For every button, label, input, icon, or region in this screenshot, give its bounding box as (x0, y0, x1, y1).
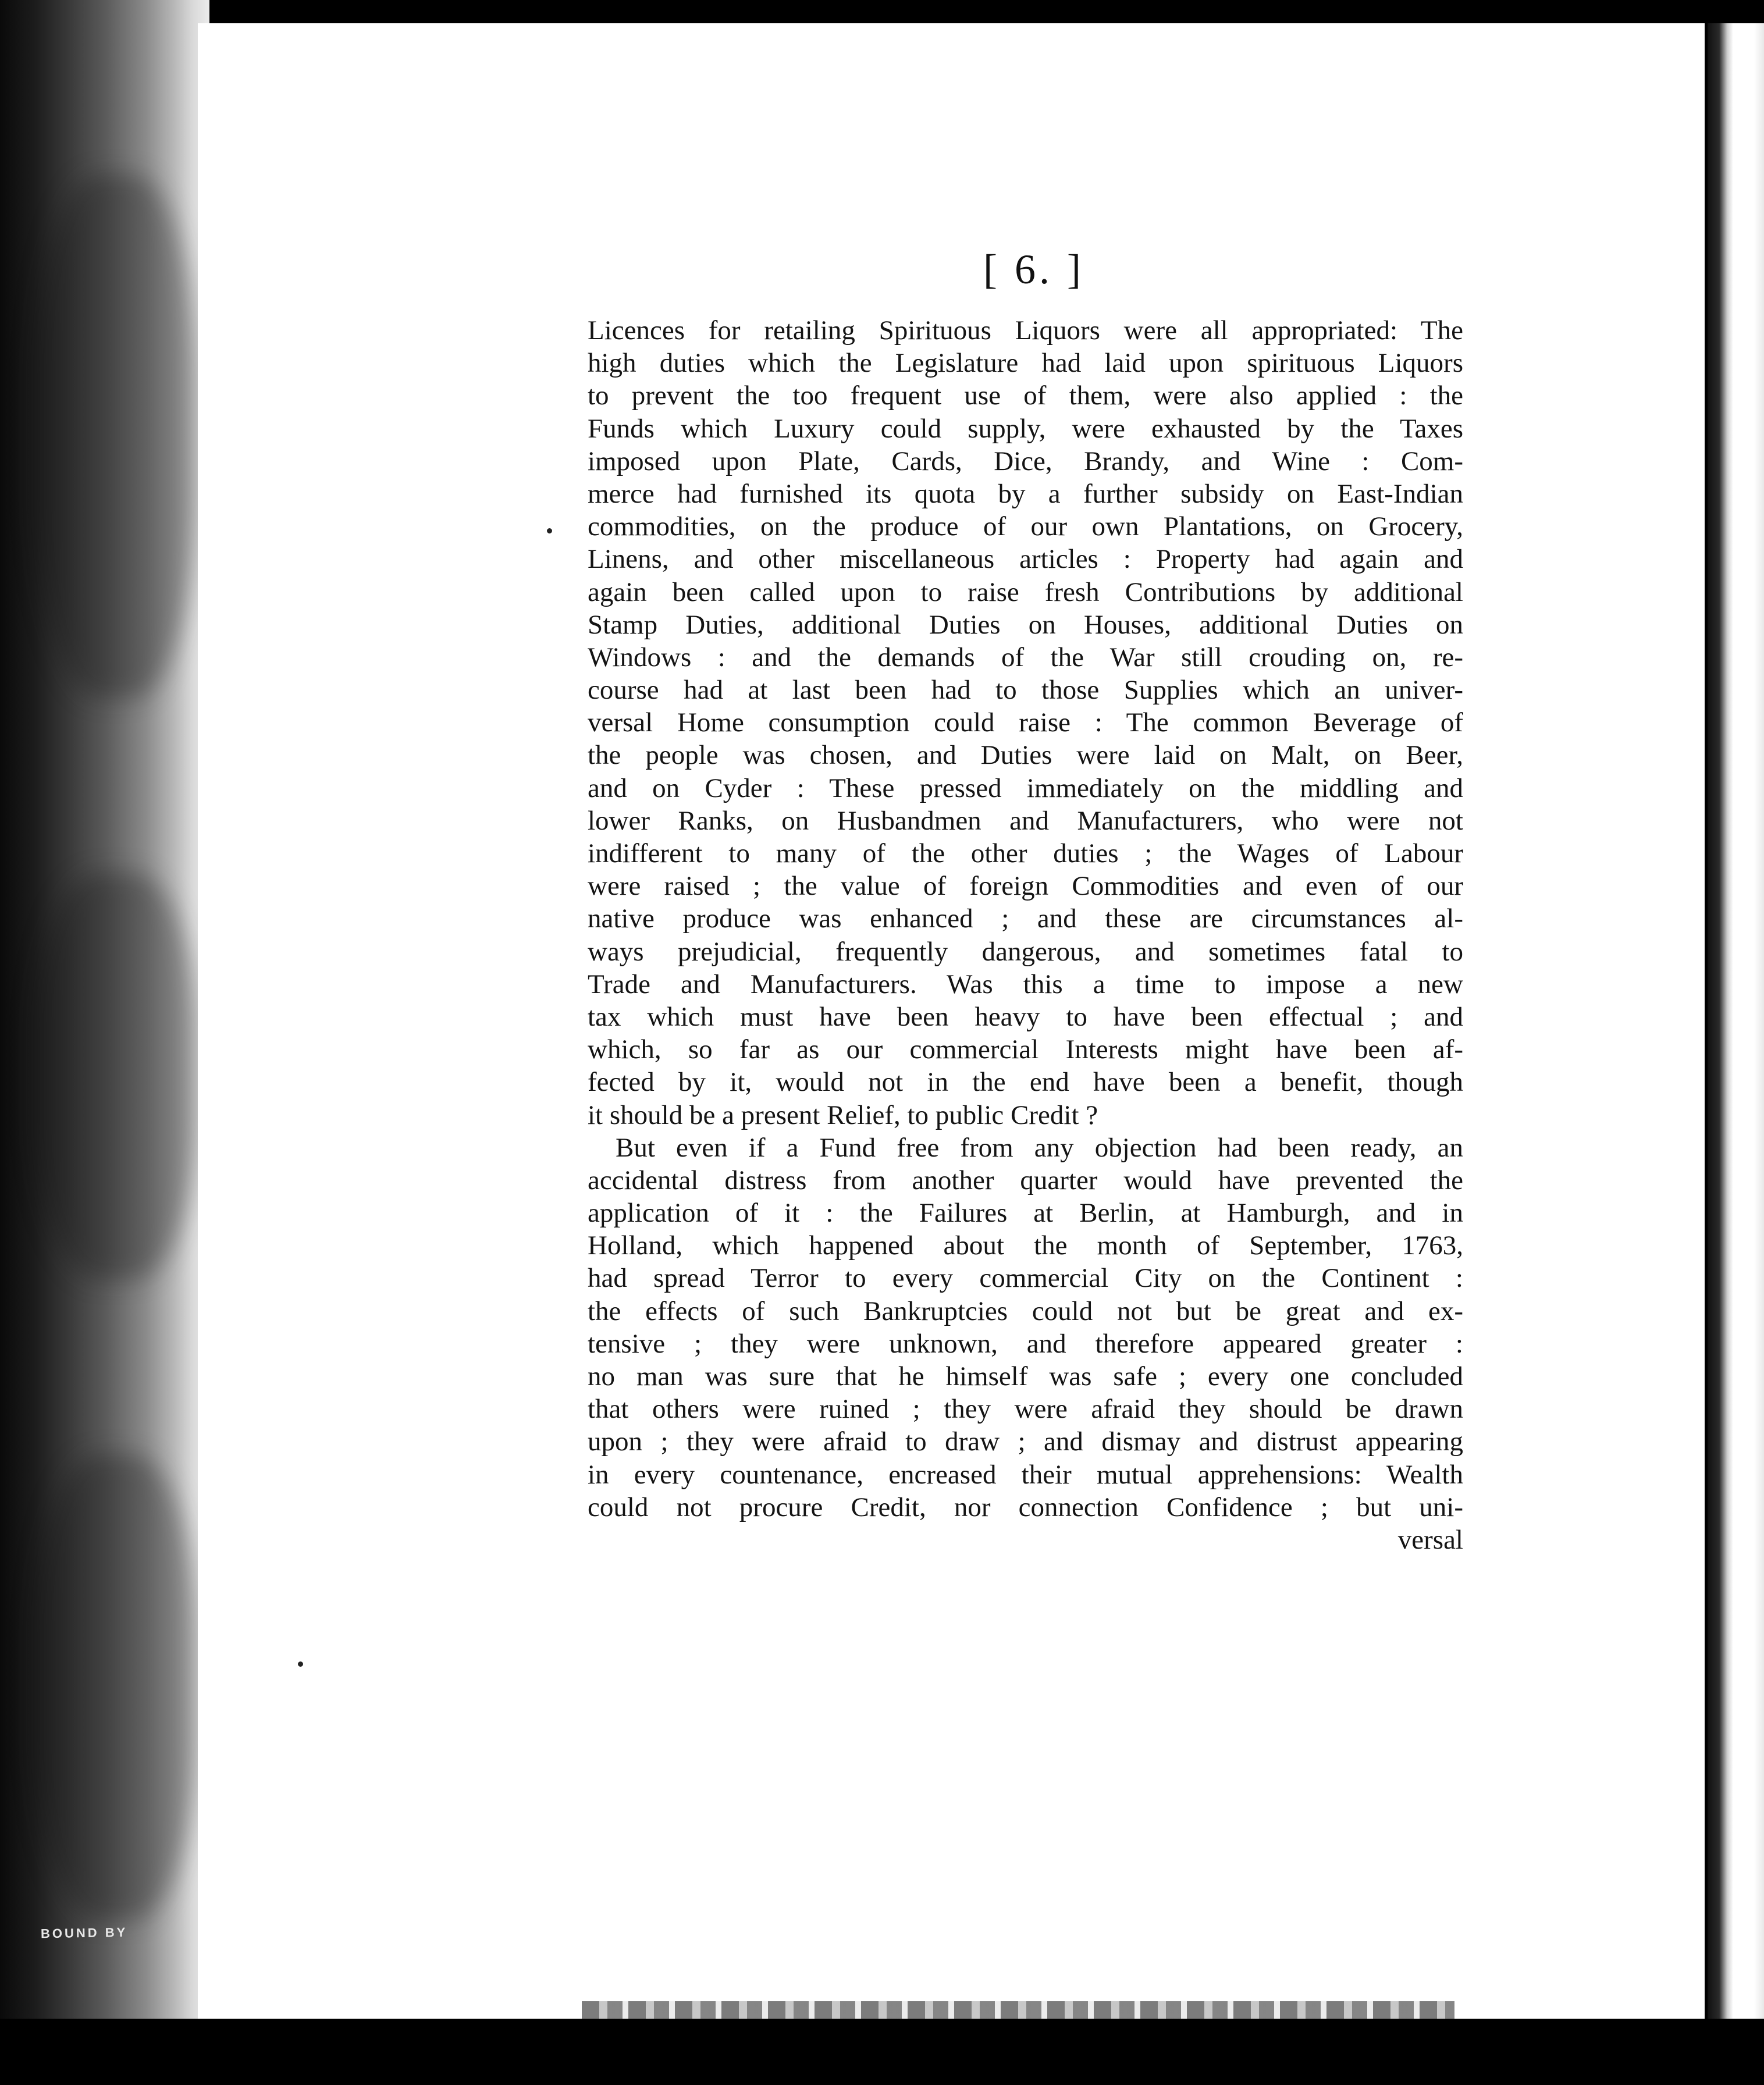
text-line: tensive ; they were unknown, and therefore appeared greater : (588, 1328, 1463, 1359)
text-line: again been called upon to raise fresh Contributions by additional (588, 577, 1463, 607)
text-line: Trade and Manufacturers. Was this a time to impose a new (588, 969, 1463, 999)
text-line: Licences for retailing Spirituous Liquors were all appropriated: The (588, 315, 1463, 346)
page-number: [ 6. ] (983, 246, 1084, 293)
text-line: had spread Terror to every commercial City on the Continent : (588, 1263, 1463, 1294)
text-line: lower Ranks, on Husbandmen and Manufacturers, who were not (588, 805, 1463, 836)
text-line: were raised ; the value of foreign Commodities and even of our (588, 871, 1463, 902)
binding-stain (35, 873, 198, 1280)
binding-stain (35, 175, 198, 698)
book-binding-gutter (0, 0, 209, 2085)
ink-speck (547, 528, 552, 533)
ink-speck (298, 1661, 303, 1667)
text-line: native produce was enhanced ; and these are circumstances al- (588, 903, 1463, 934)
text-line: But even if a Fund free from any objection had been ready, an (616, 1132, 1463, 1163)
text-line: which, so far as our commercial Interests might have been af- (588, 1034, 1463, 1065)
text-line: Holland, which happened about the month of September, 1763, (588, 1230, 1463, 1261)
text-line: it should be a present Relief, to public Credit ? (588, 1100, 1098, 1130)
text-line: fected by it, would not in the end have been a benefit, though (588, 1067, 1463, 1098)
text-line: tax which must have been heavy to have been effectual ; and (588, 1001, 1463, 1032)
facing-page-edge (1708, 23, 1764, 2085)
text-line: versal Home consumption could raise : The common Beverage of (588, 707, 1463, 738)
text-line: could not procure Credit, nor connection Confidence ; but uni- (588, 1492, 1463, 1522)
text-line: that others were ruined ; they were afraid they should be drawn (588, 1394, 1463, 1425)
text-line: course had at last been had to those Supplies which an univer- (588, 675, 1463, 706)
binder-stamp: BOUND BY (40, 1924, 128, 1941)
binding-stain (35, 1454, 198, 1920)
text-line: ways prejudicial, frequently dangerous, and sometimes fatal to (588, 936, 1463, 967)
text-line: versal (1397, 1524, 1463, 1555)
text-line: the people was chosen, and Duties were laid on Malt, on Beer, (588, 740, 1463, 771)
text-line: in every countenance, encreased their mutual apprehensions: Wealth (588, 1459, 1463, 1490)
text-line: commodities, on the produce of our own Plantations, on Grocery, (588, 511, 1463, 542)
text-line: upon ; they were afraid to draw ; and dismay and distrust appearing (588, 1426, 1463, 1457)
text-line: Funds which Luxury could supply, were exhausted by the Taxes (588, 413, 1463, 444)
text-line: accidental distress from another quarter would have prevented the (588, 1165, 1463, 1196)
text-line: merce had furnished its quota by a further subsidy on East-Indian (588, 478, 1463, 509)
text-line: no man was sure that he himself was safe ; every one concluded (588, 1361, 1463, 1392)
text-line: Linens, and other miscellaneous articles : Property had again and (588, 544, 1463, 575)
text-line: the effects of such Bankruptcies could not but be great and ex- (588, 1296, 1463, 1326)
text-line: to prevent the too frequent use of them, were also applied : the (588, 380, 1463, 411)
body-text (588, 314, 1463, 1556)
text-line: Windows : and the demands of the War still crouding on, re- (588, 642, 1463, 673)
text-line: imposed upon Plate, Cards, Dice, Brandy, and Wine : Com- (588, 446, 1463, 476)
text-line: indifferent to many of the other duties ; the Wages of Labour (588, 838, 1463, 869)
text-line: high duties which the Legislature had laid upon spirituous Liquors (588, 348, 1463, 379)
scan-border-bottom (0, 2019, 1764, 2085)
text-line: Stamp Duties, additional Duties on Houses, additional Duties on (588, 609, 1463, 640)
text-line: application of it : the Failures at Berlin, at Hamburgh, and in (588, 1198, 1463, 1229)
text-line: and on Cyder : These pressed immediately on the middling and (588, 773, 1463, 803)
